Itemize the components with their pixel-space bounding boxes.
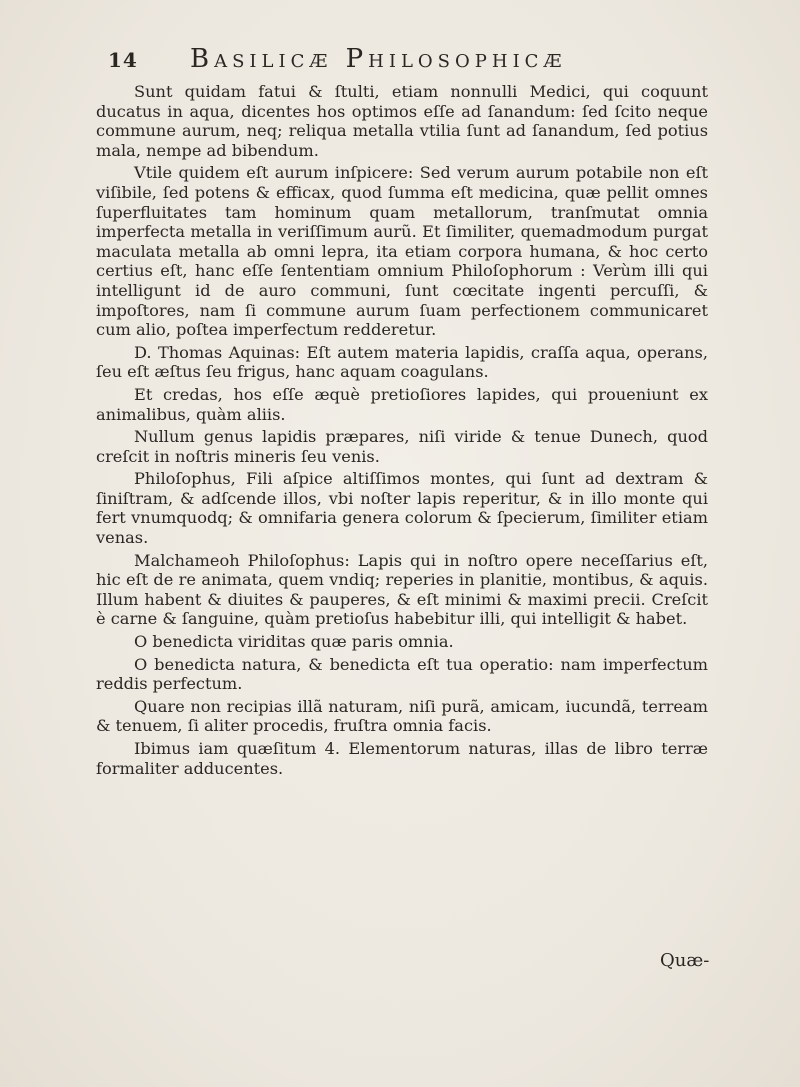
paragraph: Quare non recipias illã naturam, niſi purã, amicam, iucundã, terream & tenuem, ſi aliter procedis, fruſtra omnia facis. — [96, 696, 708, 736]
paragraph: O benedicta natura, & benedicta eſt tua operatio: nam imperfectum reddis perfectum. — [96, 654, 708, 694]
catchword: Quæ- — [660, 950, 710, 971]
paragraph: Et credas, hos eſſe æquè pretioſiores lapides, qui proueniunt ex animalibus, quàm aliis. — [96, 384, 708, 424]
paragraph: O benedicta viriditas quæ paris omnia. — [134, 632, 454, 652]
paragraph: Philoſophus, Fili aſpice altiſſimos montes, qui ſunt ad dextram & ſiniſtram, & adſcende illos, vbi noſter lapis reperitur, & in illo monte qui fert vnumquodq; & omnifaria genera colorum & ſpecierum, ſimiliter etiam venas. — [96, 469, 708, 548]
body-text — [96, 82, 708, 781]
paragraph: D. Thomas Aquinas: Eſt autem materia lapidis, craſſa aqua, operans, ſeu eſt æſtus ſeu frigus, hanc aquam coagulans. — [96, 342, 708, 382]
page-number: 14 — [108, 48, 138, 72]
paragraph: Malchameoh Philoſophus: Lapis qui in noſtro opere neceſſarius eſt, hic eſt de re animata, quem vndiq; reperies in planitie, montibus, & aquis. Illum habent & diuites & pauperes, & eſt minimi & maximi precii. Creſcit è carne & ſanguine, quàm pretioſus habebitur illi, qui intelligit & habet. — [96, 550, 708, 629]
page-header — [0, 44, 800, 80]
paragraph: Nullum genus lapidis præpares, niſi viride & tenue Dunech, quod creſcit in noſtris mineris ſeu venis. — [96, 427, 708, 466]
paragraph: Vtile quidem eſt aurum inſpicere: Sed verum aurum potabile non eſt viſibile, ſed potens & efficax, quod ſumma eſt medicina, quæ pellit omnes ſuperfluitates tam hominum quam metallorum, tranſmutat omnia imperfecta metalla in veriſſimum aurũ. Et ſimiliter, quemadmodum purgat maculata metalla ab omni lepra, ita etiam corpora humana, & hoc certo certius eſt, hanc eſſe ſententiam omnium Philoſophorum : Verùm illi qui intelligunt id de auro communi, ſunt cœcitate ingenti percuſſi, & impoſtores, nam ſi commune aurum ſuam perfectionem communicaret cum alio, poſtea imperfectum redderetur. — [96, 163, 708, 340]
running-head: Basilicæ Philosophicæ — [190, 44, 567, 74]
paragraph: Ibimus iam quæſitum 4. Elementorum naturas, illas de libro terræ formaliter adducentes. — [96, 739, 708, 778]
paragraph: Sunt quidam fatui & ſtulti, etiam nonnulli Medici, qui coquunt ducatus in aqua, dicentes hos optimos eſſe ad ſanandum: ſed ſcito neque commune aurum, neq; reliqua metalla vtilia ſunt ad ſanandum, ſed potius mala, nempe ad bibendum. — [96, 82, 708, 160]
